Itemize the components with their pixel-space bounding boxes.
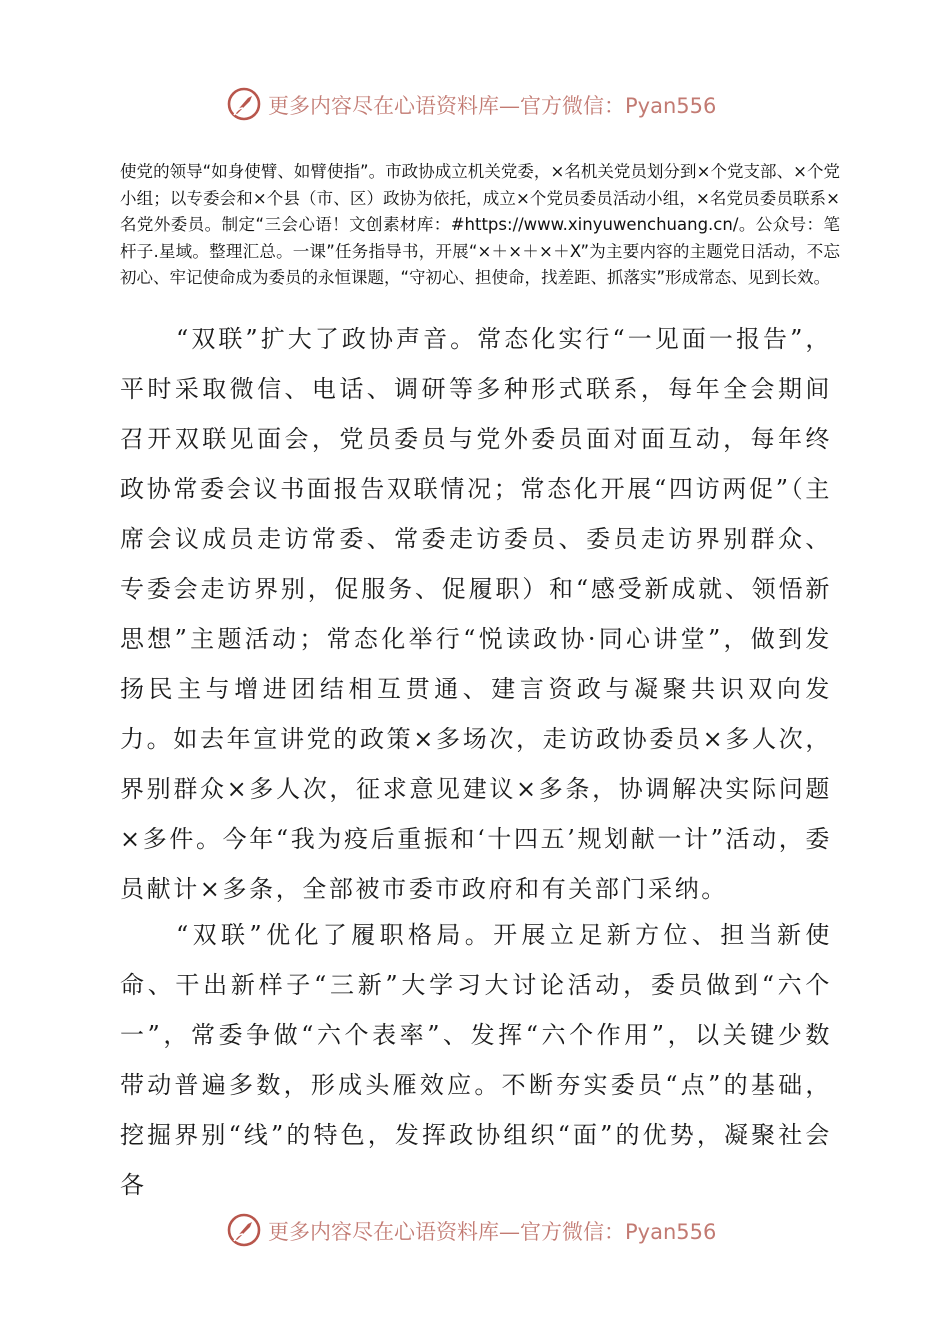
- intro-small-paragraph: 使党的领导“如身使臂、如臂使指”。市政协成立机关党委，×名机关党员划分到×个党支部、×个党小组；以专委会和×个县（市、区）政协为依托，成立×个党员委员活动小组，×名党员委员联系×名党外委员。制定“三会心语！文创素材库：#https://www.xinyuwenchuang.cn/。公众号：笔杆子.星域。整理汇总。一课”任务指导书，开展“×＋×＋×＋X”为主要内容的主题党日活动，不忘初心、牢记使命成为委员的永恒课题，“守初心、担使命，找差距、抓落实”形成常态、见到长效。: [120, 162, 840, 287]
- body-paragraph-1: “双联”扩大了政协声音。常态化实行“一见面一报告”，平时采取微信、电话、调研等多种形式联系，每年全会期间召开双联见面会，党员委员与党外委员面对面互动，每年终政协常委会议书面报告双联情况；常态化开展“四访两促”（主席会议成员走访常委、常委走访委员、委员走访界别群众、专委会走访界别，促服务、促履职）和“感受新成就、领悟新思想”主题活动；常态化举行“悦读政协·同心讲堂”，做到发扬民主与增进团结相互贯通、建言资政与凝聚共识双向发力。如去年宣讲党的政策×多场次，走访政协委员×多人次，界别群众×多人次，征求意见建议×多条，协调解决实际问题×多件。今年“我为疫后重振和‘十四五’规划献一计”活动，委员献计×多条，全部被市委市政府和有关部门采纳。: [120, 325, 832, 903]
- banner-text: 更多内容尽在心语资料库—官方微信：: [268, 1220, 625, 1244]
- pen-nib-circle-icon: [226, 1212, 262, 1248]
- header-banner: [0, 84, 950, 124]
- banner-text: 更多内容尽在心语资料库—官方微信：: [268, 94, 625, 118]
- footer-banner: [0, 1210, 950, 1250]
- pen-nib-circle-icon: [226, 86, 262, 122]
- wechat-id: Pyan556: [625, 1220, 717, 1244]
- wechat-id: Pyan556: [625, 94, 717, 118]
- body-paragraph-2: “双联”优化了履职格局。开展立足新方位、担当新使命、干出新样子“三新”大学习大讨论活动，委员做到“六个一”，常委争做“六个表率”、发挥“六个作用”，以关键少数带动普遍多数，形成头雁效应。不断夯实委员“点”的基础，挖掘界别“线”的特色，发挥政协组织“面”的优势，凝聚社会各: [120, 921, 832, 1199]
